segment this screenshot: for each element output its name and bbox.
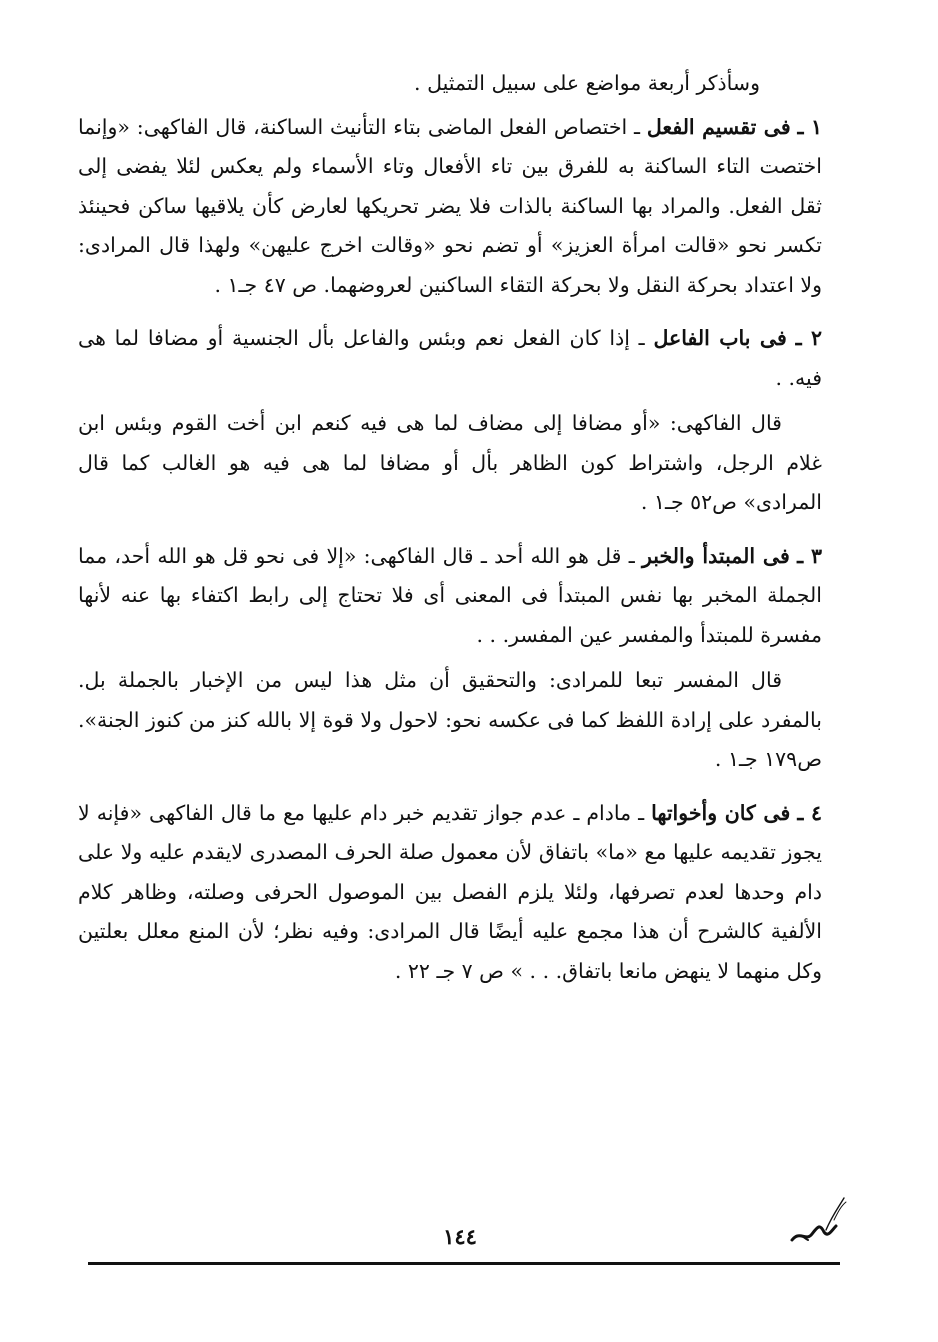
section-1	[78, 108, 822, 306]
section-3-text: ـ قل هو الله أحد ـ قال الفاكهى: «إلا فى نحو قل هو الله أحد، مما الجملة المخبر بها نفس المبتدأ فى المعنى أى فلا تحتاج إلى رابط اكتفاء بها عنه لأنها مفسرة للمبتدأ والمفسر عين المفسر. . .	[78, 543, 822, 647]
section-3-topic: فى المبتدأ والخبر	[641, 543, 790, 568]
section-2-text: ـ إذا كان الفعل نعم وبئس والفاعل بأل الجنسية أو مضافا لما هى فيه. .	[78, 326, 822, 390]
section-4-topic: فى كان وأخواتها	[651, 800, 791, 825]
section-2-quote: قال الفاكهى: «أو مضافا إلى مضاف لما هى فيه كنعم ابن أخت القوم وبئس ابن غلام الرجل، واشتراط كون الظاهر بأل أو مضافا لما هى فيه هو الغالب كما قال المرادى» ص٥٢ جـ١ .	[78, 411, 822, 514]
document-body	[78, 64, 822, 1005]
handwritten-signature-icon	[786, 1190, 850, 1254]
section-3	[78, 537, 822, 656]
section-1-topic: فى تقسيم الفعل	[646, 114, 791, 139]
section-2	[78, 319, 822, 398]
section-4-text: ـ مادام ـ عدم جواز تقديم خبر دام عليها مع ما قال الفاكهى «فإنه لا يجوز تقديمه عليها مع «ما» باتفاق لأن معمول صلة الحرف المصدرى لايقدم عليه ولا على دام وحدها لعدم تصرفها، ولئلا يلزم الفصل بين الموصول الحرفى وصلته، وظاهر كلام الألفية كالشرح أن هذا مجمع عليه أيضًا قال المرادى: وفيه نظر؛ لأن المنع معلل بعلتين وكل منهما لا ينهض مانعا باتفاق. . . » ص ٧ جـ ٢٢ .	[78, 800, 822, 983]
section-2-number: ٢ ـ	[795, 326, 822, 350]
section-4	[78, 794, 822, 992]
section-4-number: ٤ ـ	[797, 800, 822, 825]
section-2-topic: فى باب الفاعل	[653, 326, 787, 350]
intro-line: وسأذكر أربعة مواضع على سبيل التمثيل .	[414, 71, 760, 95]
page-number: ١٤٤	[443, 1224, 477, 1249]
section-3-number: ٣ ـ	[797, 543, 822, 568]
section-1-text: ـ اختصاص الفعل الماضى بتاء التأنيث الساكنة، قال الفاكهى: «وإنما اختصت التاء الساكنة به للفرق بين تاء الأفعال وتاء الأسماء ولم يعكس لئلا يفضى إلى ثقل الفعل. والمراد بها الساكنة بالذات فلا يضر تحريكها لعارض كأن يلاقيها ساكن فحينئذ تكسر نحو «قالت امرأة العزيز» أو تضم نحو «وقالت اخرج عليهن» ولهذا قال المرادى: ولا اعتداد بحركة النقل ولا بحركة التقاء الساكنين لعروضهما. ص ٤٧ جـ١ .	[78, 114, 822, 297]
footer-rule	[88, 1262, 840, 1265]
section-1-number: ١ ـ	[797, 114, 822, 139]
section-3-quote: قال المفسر تبعا للمرادى: والتحقيق أن مثل هذا ليس من الإخبار بالجملة بل. بالمفرد على إرادة اللفظ كما فى عكسه نحو: لاحول ولا قوة إلا بالله كنز من كنوز الجنة». ص١٧٩ جـ١ .	[78, 668, 822, 771]
